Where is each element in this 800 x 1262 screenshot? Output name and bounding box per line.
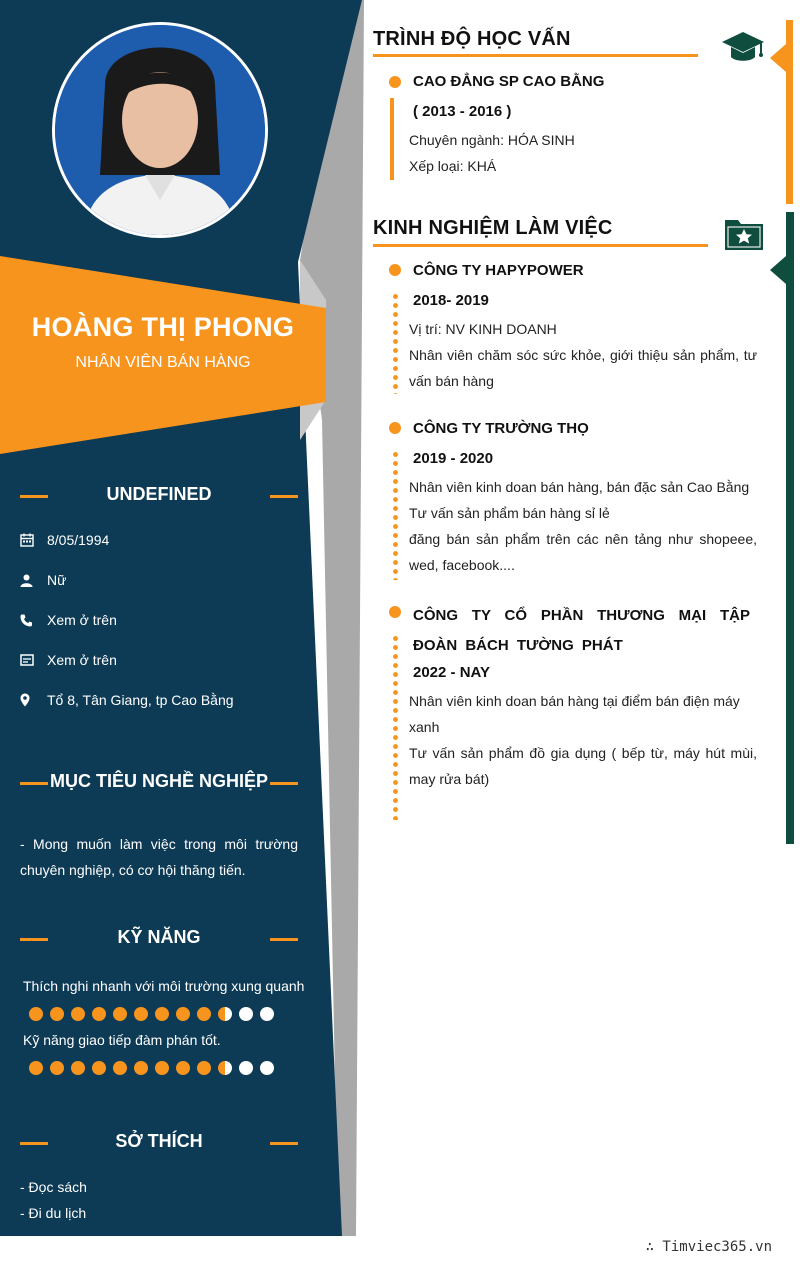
skill-rating-dot bbox=[155, 1061, 169, 1075]
education-grade: Xếp loại: KHÁ bbox=[409, 158, 497, 174]
candidate-job-title: NHÂN VIÊN BÁN HÀNG bbox=[75, 354, 251, 371]
skill-label: Thích nghi nhanh với môi trường xung quanh bbox=[23, 978, 305, 994]
skill-rating-dot bbox=[260, 1061, 274, 1075]
skill-rating-dot bbox=[197, 1007, 211, 1021]
skills-section-heading: KỸ NĂNG bbox=[20, 925, 298, 955]
skill-label: Kỹ năng giao tiếp đàm phán tốt. bbox=[23, 1032, 221, 1048]
skill-rating-dot bbox=[50, 1061, 64, 1075]
skill-rating-dot bbox=[155, 1007, 169, 1021]
skill-rating-dot bbox=[218, 1007, 232, 1021]
graduation-cap-icon bbox=[721, 30, 765, 69]
job-detail: Tư vấn sản phẩm bán hàng sỉ lẻ bbox=[409, 505, 610, 521]
skill-rating-dot bbox=[176, 1061, 190, 1075]
education-major: Chuyên ngành: HÓA SINH bbox=[409, 132, 575, 148]
job-detail: Nhân viên chăm sóc sức khỏe, giới thiệu sản phẩm, tư vấn bán hàng bbox=[409, 347, 757, 389]
skill-rating-dot bbox=[71, 1061, 85, 1075]
gender-row: Nữ bbox=[20, 568, 66, 592]
skill-rating-dot bbox=[113, 1061, 127, 1075]
skill-rating-dot bbox=[239, 1007, 253, 1021]
skill-rating bbox=[29, 1061, 274, 1075]
skill-rating-dot bbox=[71, 1007, 85, 1021]
hobby-item: - Đọc sách bbox=[20, 1179, 87, 1195]
education-heading-underline bbox=[373, 54, 698, 57]
job-bullet bbox=[389, 606, 401, 618]
skill-rating-dot bbox=[50, 1007, 64, 1021]
hobbies-section-heading: SỞ THÍCH bbox=[20, 1129, 298, 1159]
education-heading: TRÌNH ĐỘ HỌC VẤN bbox=[373, 28, 571, 50]
skill-rating-dot bbox=[239, 1061, 253, 1075]
skill-rating-dot bbox=[29, 1061, 43, 1075]
email-row: Xem ở trên bbox=[20, 648, 117, 672]
skill-rating-dot bbox=[29, 1007, 43, 1021]
skill-rating-dot bbox=[92, 1007, 106, 1021]
candidate-name: HOÀNG THỊ PHONG bbox=[31, 312, 295, 342]
education-bullet bbox=[389, 76, 401, 88]
experience-heading-underline bbox=[373, 244, 708, 247]
job-timeline bbox=[393, 292, 398, 394]
job-detail: Nhân viên kinh doan bán hàng, bán đặc sản Cao Bằng bbox=[409, 479, 750, 495]
skill-rating-dot bbox=[134, 1061, 148, 1075]
phone-row: Xem ở trên bbox=[20, 608, 117, 632]
education-timeline bbox=[390, 98, 394, 180]
objective-section-heading: MỤC TIÊU NGHỀ NGHIỆP bbox=[20, 769, 298, 799]
company-name: CÔNG TY CỔ PHẦN THƯƠNG MẠI TẬP ĐOÀN BÁCH TƯỜNG PHÁT bbox=[413, 607, 750, 654]
education-period: ( 2013 - 2016 ) bbox=[413, 103, 512, 120]
folder-star-icon bbox=[724, 217, 764, 256]
user-icon bbox=[20, 574, 47, 587]
objective-text: - Mong muốn làm việc trong môi trường chuyên nghiệp, có cơ hội thăng tiến. bbox=[20, 836, 298, 878]
skill-rating-dot bbox=[92, 1061, 106, 1075]
skill-rating-dot bbox=[218, 1061, 232, 1075]
address-row: Tổ 8, Tân Giang, tp Cao Bằng bbox=[20, 688, 234, 712]
skill-rating-dot bbox=[134, 1007, 148, 1021]
experience-heading: KINH NGHIỆM LÀM VIỆC bbox=[373, 217, 613, 239]
skill-rating bbox=[29, 1007, 274, 1021]
job-period: 2022 - NAY bbox=[413, 664, 490, 681]
location-icon bbox=[20, 693, 47, 707]
job-detail: Tư vấn sản phẩm đồ gia dụng ( bếp từ, máy hút mùi, may rửa bát) bbox=[409, 745, 757, 787]
skill-rating-dot bbox=[113, 1007, 127, 1021]
job-period: 2019 - 2020 bbox=[413, 450, 494, 467]
calendar-icon bbox=[20, 533, 47, 547]
email-icon bbox=[20, 654, 47, 666]
school-name: CAO ĐẲNG SP CAO BẰNG bbox=[413, 73, 605, 90]
company-name: CÔNG TY HAPYPOWER bbox=[413, 262, 584, 279]
skill-rating-dot bbox=[260, 1007, 274, 1021]
skill-rating-dot bbox=[176, 1007, 190, 1021]
job-period: 2018- 2019 bbox=[413, 292, 489, 309]
birthday-row: 8/05/1994 bbox=[20, 528, 109, 552]
job-detail: đăng bán sản phẩm trên các nên tảng như shopeee, wed, facebook.... bbox=[409, 531, 757, 573]
job-bullet bbox=[389, 422, 401, 434]
footer-brand: ∴ Timviec365.vn bbox=[645, 1239, 772, 1255]
job-timeline bbox=[393, 634, 398, 820]
phone-icon bbox=[20, 614, 47, 627]
company-name: CÔNG TY TRƯỜNG THỌ bbox=[413, 420, 589, 437]
contact-section-heading: UNDEFINED bbox=[20, 482, 298, 512]
skill-rating-dot bbox=[197, 1061, 211, 1075]
job-detail: Vị trí: NV KINH DOANH bbox=[409, 321, 557, 337]
profile-photo bbox=[52, 22, 268, 238]
job-bullet bbox=[389, 264, 401, 276]
job-detail: Nhân viên kinh doan bán hàng tại điểm bán điện máy xanh bbox=[409, 693, 740, 735]
job-timeline bbox=[393, 450, 398, 580]
hobby-item: - Đi du lịch bbox=[20, 1205, 87, 1221]
